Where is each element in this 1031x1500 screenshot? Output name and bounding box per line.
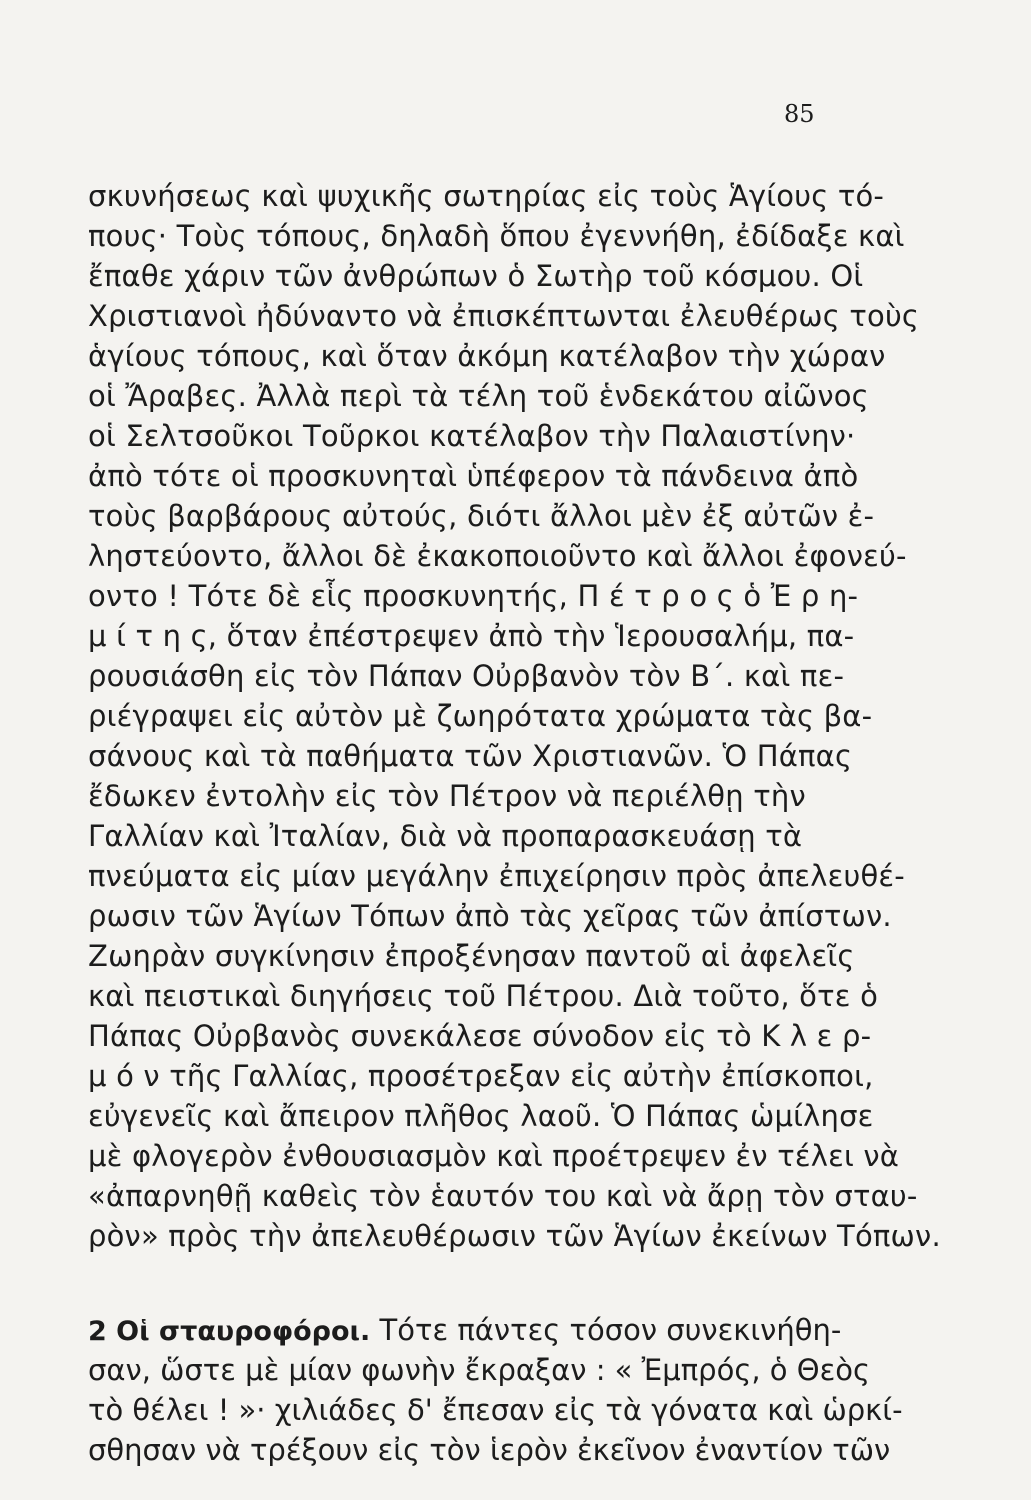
text-line: ληστεύοντο, ἄλλοι δὲ ἐκακοποιοῦντο καὶ ἄλλοι ἐφονεύ-	[88, 539, 907, 573]
text-line: ρωσιν τῶν Ἁγίων Τόπων ἀπὸ τὰς χεῖρας τῶν ἀπίστων.	[88, 899, 892, 933]
text-line: μὲ φλογερὸν ἐνθουσιασμὸν καὶ προέτρεψεν ἐν τέλει νὰ	[88, 1139, 900, 1173]
paragraph-1	[88, 176, 941, 1256]
text-line: Πάπας Οὐρβανὸς συνεκάλεσε σύνοδον εἰς τὸ Κ λ ε ρ-	[88, 1019, 872, 1053]
text-line: ρουσιάσθη εἰς τὸν Πάπαν Οὐρβανὸν τὸν Β΄. καὶ πε-	[88, 659, 845, 693]
paragraph-gap	[88, 1256, 858, 1310]
section-first-line-text: Τότε πάντες τόσον συνεκινήθη-	[370, 1313, 842, 1347]
text-block	[88, 176, 941, 1470]
text-line: οντο ! Τότε δὲ εἷς προσκυνητής, Π έ τ ρ ο ς ὁ Ἐ ρ η-	[88, 579, 859, 613]
text-line: Ζωηρὰν συγκίνησιν ἐπροξένησαν παντοῦ αἱ ἀφελεῖς	[88, 939, 855, 973]
text-line: ἔπαθε χάριν τῶν ἀνθρώπων ὁ Σωτὴρ τοῦ κόσμου. Οἱ	[88, 259, 864, 293]
text-line: σαν, ὥστε μὲ μίαν φωνὴν ἔκραξαν : « Ἐμπρός, ὁ Θεὸς	[88, 1353, 871, 1387]
section-first-line	[88, 1310, 858, 1350]
text-line: σάνους καὶ τὰ παθήματα τῶν Χριστιανῶν. Ὁ Πάπας	[88, 739, 853, 773]
text-line: ἔδωκεν ἐντολὴν εἰς τὸν Πέτρον νὰ περιέλθῃ τὴν	[88, 779, 806, 813]
text-line: εὐγενεῖς καὶ ἄπειρον πλῆθος λαοῦ. Ὁ Πάπας ὡμίλησε	[88, 1099, 874, 1133]
text-line: μ ί τ η ς, ὅταν ἐπέστρεψεν ἀπὸ τὴν Ἱερουσαλήμ, πα-	[88, 619, 855, 653]
text-line: τοὺς βαρβάρους αὐτούς, διότι ἄλλοι μὲν ἐξ αὐτῶν ἐ-	[88, 499, 875, 533]
text-line: ἁγίους τόπους, καὶ ὅταν ἀκόμη κατέλαβον τὴν χώραν	[88, 339, 886, 373]
text-line: μ ό ν τῆς Γαλλίας, προσέτρεξαν εἰς αὐτὴν ἐπίσκοποι,	[88, 1059, 874, 1093]
section-heading: 2 Οἱ σταυροφόροι.	[88, 1316, 371, 1347]
text-line: σκυνήσεως καὶ ψυχικῆς σωτηρίας εἰς τοὺς Ἁγίους τό-	[88, 179, 885, 213]
text-line: ἀπὸ τότε οἱ προσκυνηταὶ ὑπέφερον τὰ πάνδεινα ἀπὸ	[88, 459, 859, 493]
text-line: ριέγραψει εἰς αὐτὸν μὲ ζωηρότατα χρώματα τὰς βα-	[88, 699, 873, 733]
text-line: οἱ Ἄραβες. Ἀλλὰ περὶ τὰ τέλη τοῦ ἑνδεκάτου αἰῶνος	[88, 379, 869, 413]
text-line: Γαλλίαν καὶ Ἰταλίαν, διὰ νὰ προπαρασκευάσῃ τὰ	[88, 819, 803, 853]
text-line: σθησαν νὰ τρέξουν εἰς τὸν ἱερὸν ἐκεῖνον ἐναντίον τῶν	[88, 1433, 891, 1467]
text-line: Χριστιανοὶ ἠδύναντο νὰ ἐπισκέπτωνται ἐλευθέρως τοὺς	[88, 299, 920, 333]
page-number: 85	[784, 100, 815, 128]
text-line: οἱ Σελτσοῦκοι Τοῦρκοι κατέλαβον τὴν Παλαιστίνην·	[88, 419, 856, 453]
text-line: καὶ πειστικαὶ διηγήσεις τοῦ Πέτρου. Διὰ τοῦτο, ὅτε ὁ	[88, 979, 879, 1013]
section-2	[88, 1310, 903, 1470]
text-line: τὸ θέλει ! »· χιλιάδες δ' ἔπεσαν εἰς τὰ γόνατα καὶ ὡρκί-	[88, 1393, 903, 1427]
text-line: «ἀπαρνηθῇ καθεὶς τὸν ἑαυτόν του καὶ νὰ ἄρῃ τὸν σταυ-	[88, 1179, 918, 1213]
text-line: ρὸν» πρὸς τὴν ἀπελευθέρωσιν τῶν Ἁγίων ἐκείνων Τόπων.	[88, 1219, 941, 1253]
text-line: πνεύματα εἰς μίαν μεγάλην ἐπιχείρησιν πρὸς ἀπελευθέ-	[88, 859, 905, 893]
text-line: πους· Τοὺς τόπους, δηλαδὴ ὅπου ἐγεννήθη, ἐδίδαξε καὶ	[88, 219, 905, 253]
